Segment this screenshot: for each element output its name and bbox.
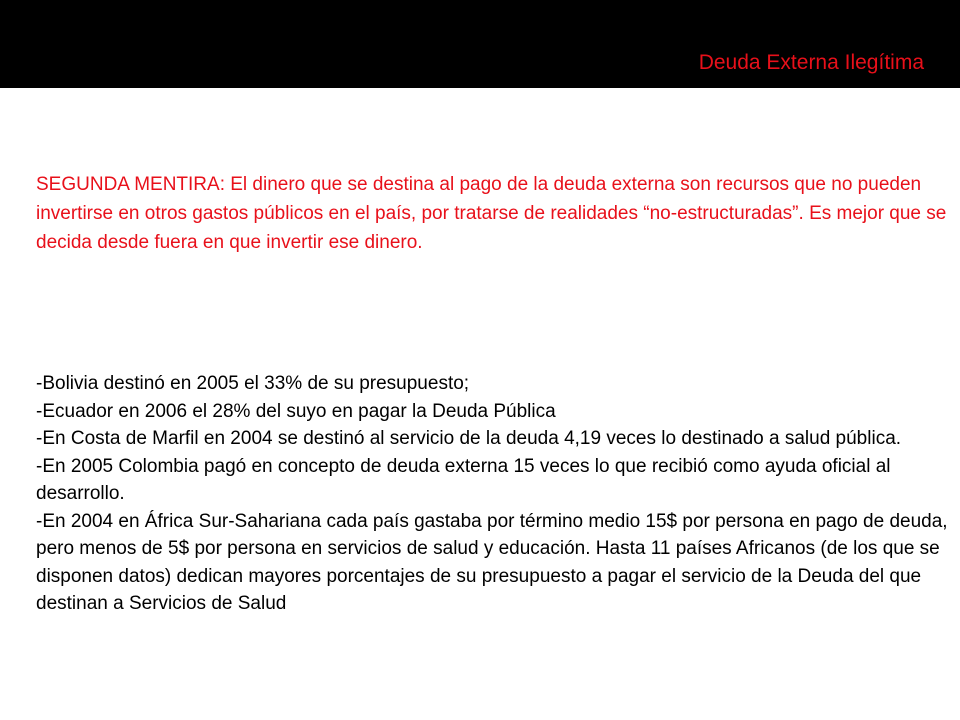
fact-africa-sur-sahariana: -En 2004 en África Sur-Sahariana cada país gastaba por término medio 15$ por persona en pago de deuda, pero menos de 5$ por persona en servicios de salud y educación. Hasta 11 países Africanos (de los que se disponen datos) dedican mayores porcentajes de su presupuesto a pagar el servicio de la Deuda del que destinan a Servicios de Salud <box>36 510 948 614</box>
fact-bolivia: -Bolivia destinó en 2005 el 33% de su presupuesto; <box>36 373 470 394</box>
intro-paragraph: SEGUNDA MENTIRA: El dinero que se destina al pago de la deuda externa son recursos que no pueden invertirse en otros gastos públicos en el país, por tratarse de realidades “no-estructuradas”. Es mejor que se decida desde fuera en que invertir ese dinero. <box>36 174 947 253</box>
fact-costa-de-marfil: -En Costa de Marfil en 2004 se destinó al servicio de la deuda 4,19 veces lo destinado a salud pública. <box>36 428 902 449</box>
slide-title: Deuda Externa Ilegítima <box>698 51 924 74</box>
fact-ecuador: -Ecuador en 2006 el 28% del suyo en pagar la Deuda Pública <box>36 400 556 422</box>
facts-list <box>36 370 952 618</box>
header-bar <box>0 0 960 88</box>
fact-colombia: -En 2005 Colombia pagó en concepto de deuda externa 15 veces lo que recibió como ayuda oficial al desarrollo. <box>36 455 891 504</box>
